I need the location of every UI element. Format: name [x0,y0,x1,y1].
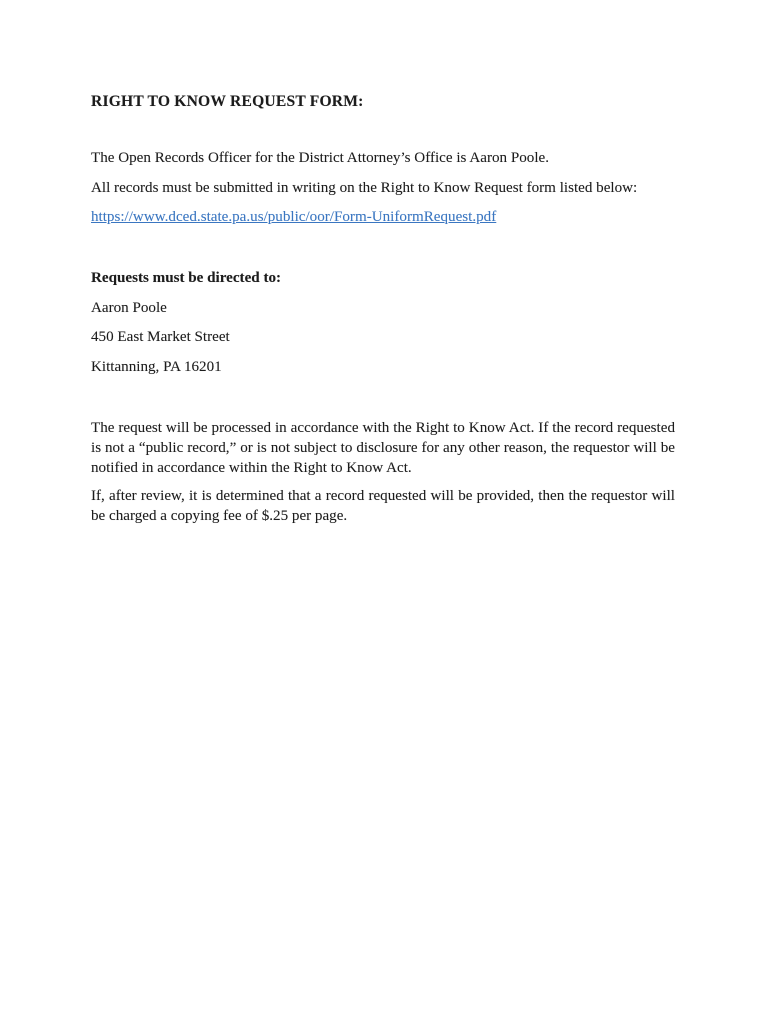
intro-paragraph-records-officer: The Open Records Officer for the District Attorney’s Office is Aaron Poole. [91,150,550,166]
document-title: RIGHT TO KNOW REQUEST FORM: [91,93,364,110]
directed-to-heading: Requests must be directed to: [91,270,282,286]
body-paragraph-copying-fee: If, after review, it is determined that a record requested will be provided, then the requestor will be charged a copying fee of $.25 per page. [91,487,675,524]
intro-paragraph-submission-instructions: All records must be submitted in writing on the Right to Know Request form listed below: [91,179,638,196]
contact-name: Aaron Poole [91,299,167,316]
contact-city-state-zip: Kittanning, PA 16201 [91,358,222,375]
body-paragraph-processing: The request will be processed in accordance with the Right to Know Act. If the record requested is not a “public record,” or is not subject to disclosure for any other reason, the requestor will be notified in accordance within the Right to Know Act. [91,419,675,476]
uniform-request-form-link[interactable]: https://www.dced.state.pa.us/public/oor/Form-UniformRequest.pdf [91,209,497,225]
contact-street-address: 450 East Market Street [91,329,230,345]
form-link-line [91,207,675,227]
